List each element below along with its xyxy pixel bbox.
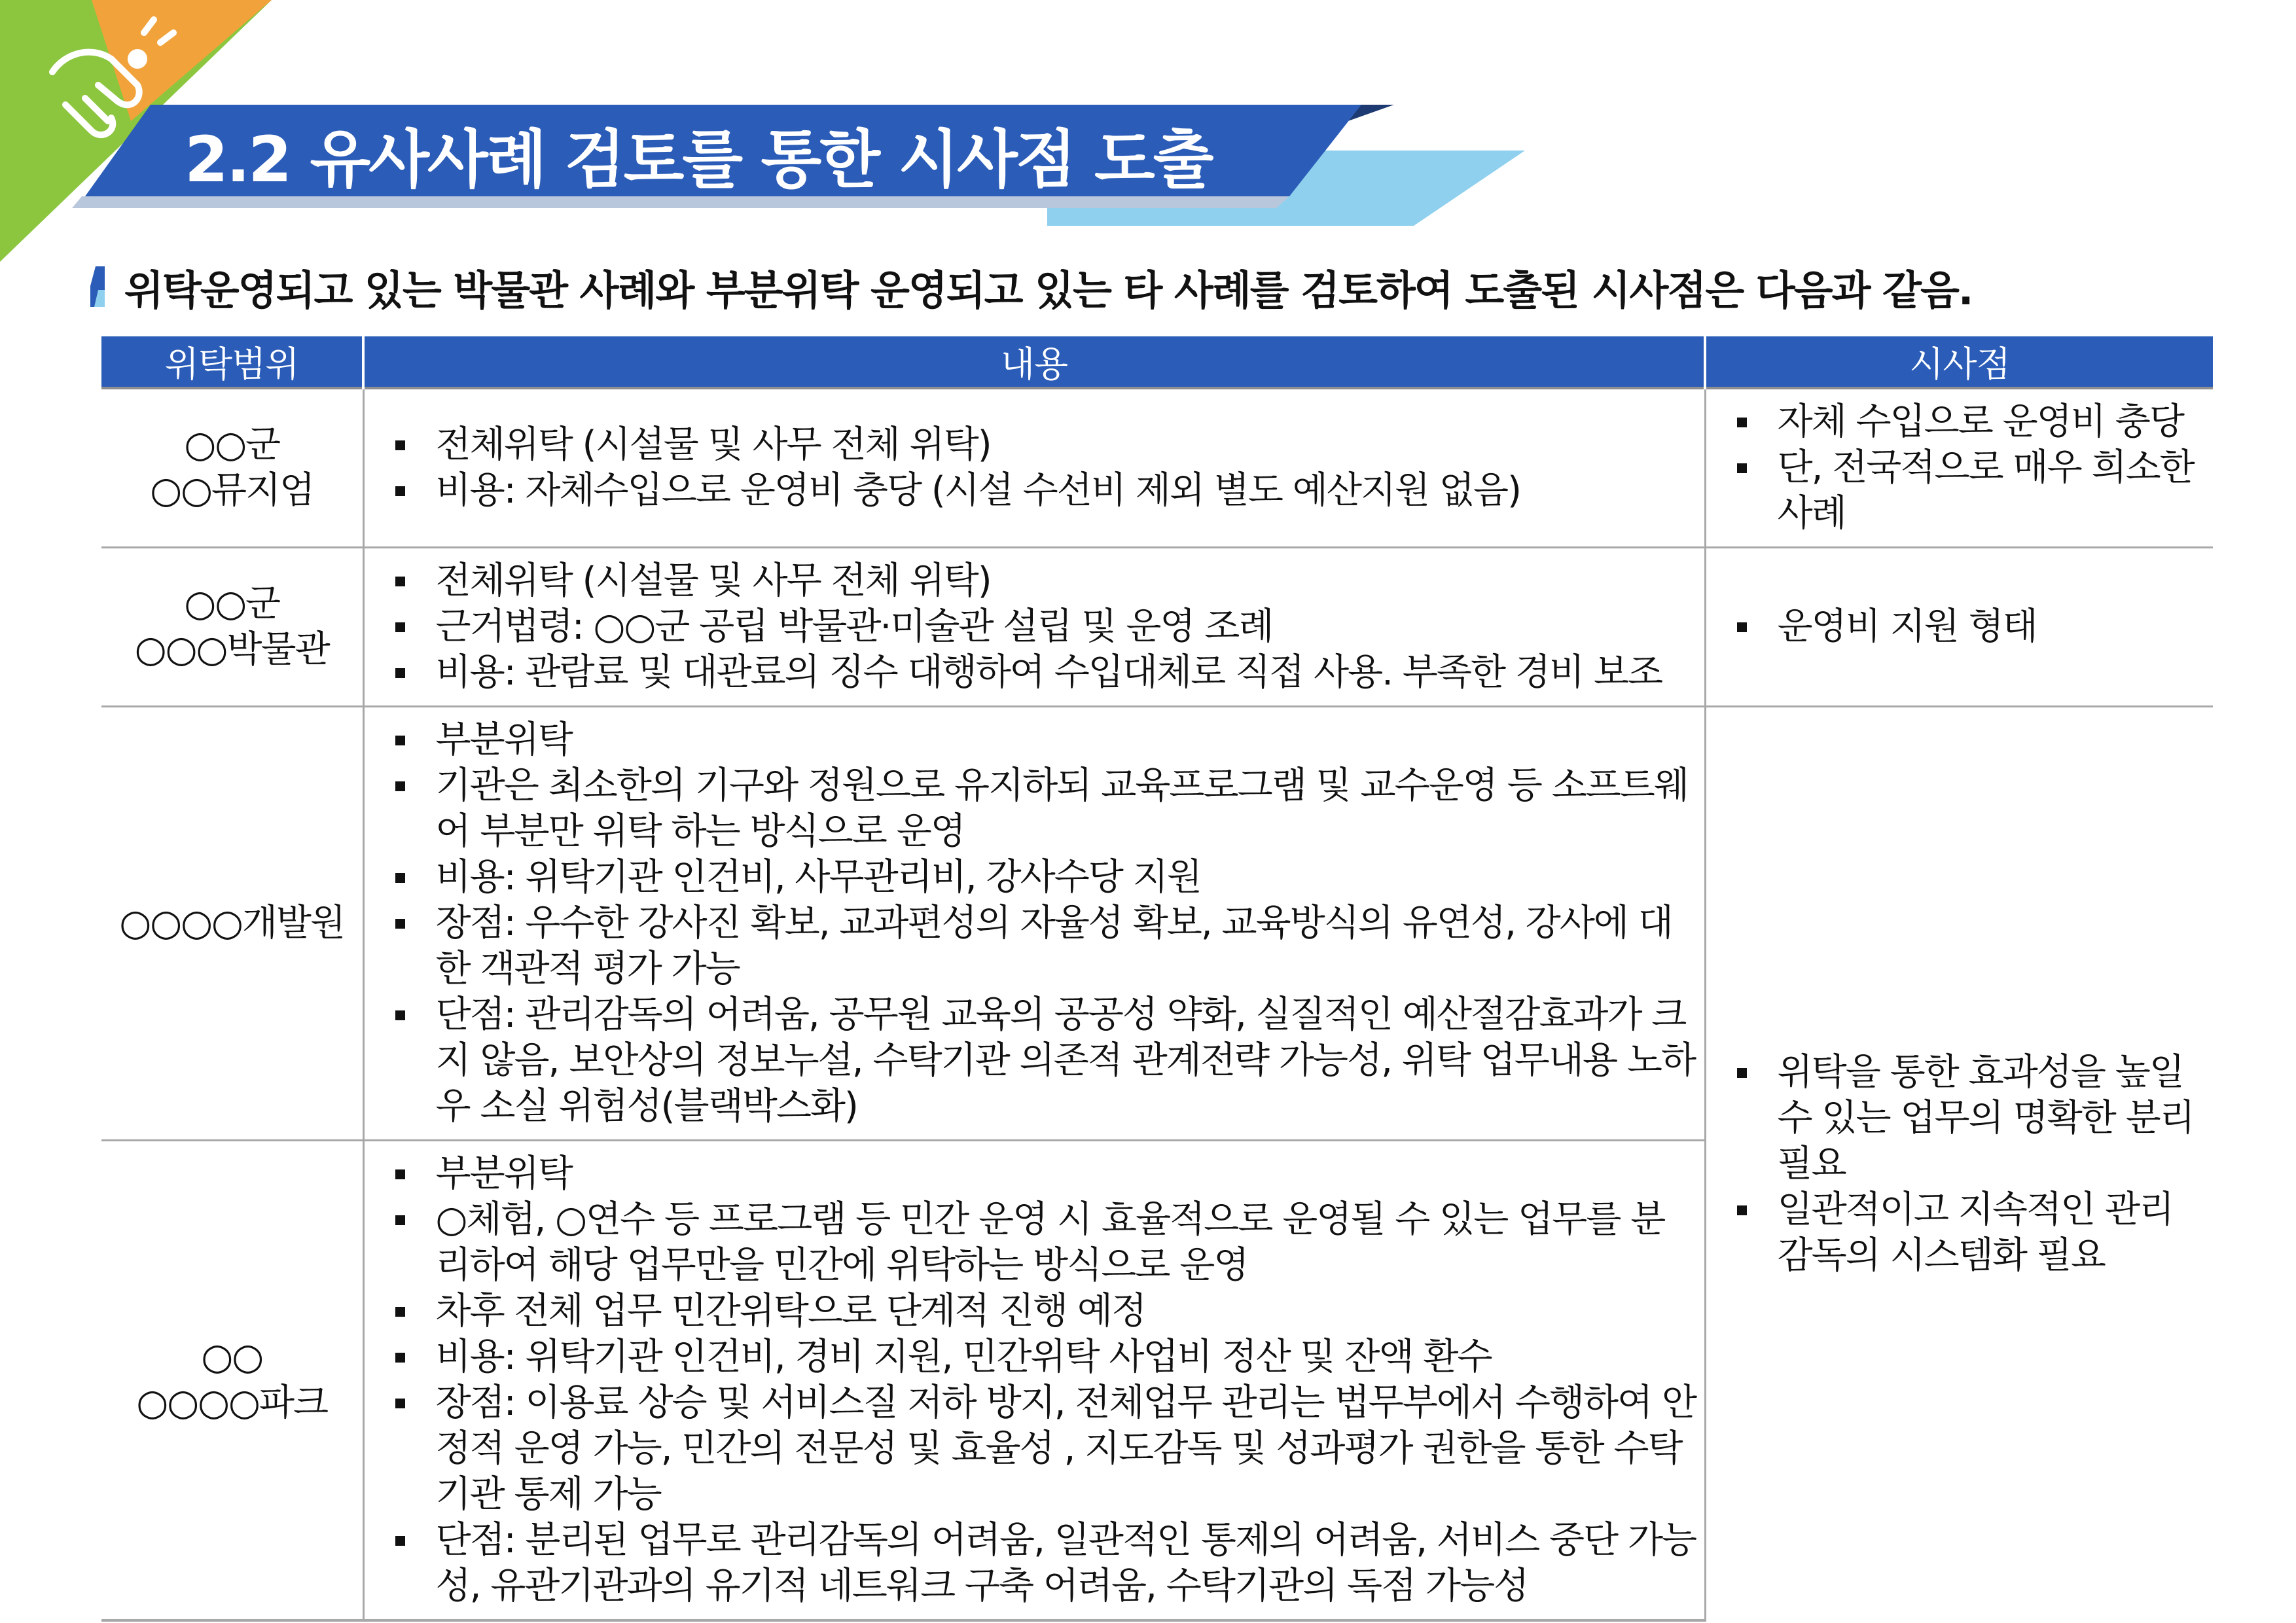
scope-cell [101, 548, 363, 707]
scope-text: ○○○○개발원 [119, 902, 345, 944]
list-item: 단점: 관리감독의 어려움, 공무원 교육의 공공성 약화, 실질적인 예산절감효과가 크지 않음, 보안상의 정보누설, 수탁기관 의존적 관계전략 가능성, 위탁 업무내용 노하우 소실 위험성(블랙박스화) [395, 992, 1697, 1130]
col-header-content: 내용 [363, 336, 1705, 388]
list-item: 전체위탁 (시설물 및 사무 전체 위탁) [395, 422, 1697, 468]
list-item: 차후 전체 업무 민간위탁으로 단계적 진행 예정 [395, 1289, 1697, 1334]
list-item: 전체위탁 (시설물 및 사무 전체 위탁) [395, 558, 1697, 604]
list-item: 비용: 관람료 및 대관료의 징수 대행하여 수입대체로 직접 사용. 부족한 경비 보조 [395, 650, 1697, 696]
list-item: 비용: 자체수입으로 운영비 충당 (시설 수선비 제외 별도 예산지원 없음) [395, 468, 1697, 514]
list-item: 장점: 우수한 강사진 확보, 교과편성의 자율성 확보, 교육방식의 유연성, 강사에 대한 객관적 평가 가능 [395, 901, 1697, 992]
col-header-scope: 위탁범위 [101, 336, 363, 388]
scope-cell [101, 388, 363, 548]
scope-text: ○○○박물관 [134, 628, 329, 671]
implication-cell [1705, 388, 2213, 548]
list-item: 기관은 최소한의 기구와 정원으로 유지하되 교육프로그램 및 교수운영 등 소프트웨어 부분만 위탁 하는 방식으로 운영 [395, 763, 1697, 855]
content-cell [363, 1141, 1705, 1621]
scope-cell [101, 1141, 363, 1621]
intro-line [90, 260, 1972, 313]
scope-text: ○○○○파크 [136, 1382, 328, 1424]
list-item: 단, 전국적으로 매우 희소한 사례 [1737, 445, 2206, 537]
list-item: 단점: 분리된 업무로 관리감독의 어려움, 일관적인 통제의 어려움, 서비스 중단 가능성, 유관기관과의 유기적 네트워크 구축 어려움, 수탁기관의 독점 가능성 [395, 1518, 1697, 1609]
intro-text: 위탁운영되고 있는 박물관 사례와 부분위탁 운영되고 있는 타 사례를 검토하여 도출된 시사점은 다음과 같음. [124, 266, 1973, 314]
list-item: 운영비 지원 형태 [1737, 604, 2206, 650]
implication-cell [1705, 548, 2213, 707]
list-item: 근거법령: ○○군 공립 박물관·미술관 설립 및 운영 조례 [395, 604, 1697, 650]
scope-text: ○○뮤지엄 [150, 469, 314, 512]
scope-text: ○○군 [184, 423, 280, 466]
list-item: 위탁을 통한 효과성을 높일 수 있는 업무의 명확한 분리 필요 [1737, 1050, 2206, 1187]
scope-text: ○○군 [184, 582, 280, 625]
list-item: 자체 수입으로 운영비 충당 [1737, 399, 2206, 445]
section-marker-icon [90, 266, 105, 307]
col-header-implications: 시사점 [1705, 336, 2213, 388]
case-comparison-table [101, 336, 2213, 1622]
content-cell [363, 548, 1705, 707]
table-row [101, 707, 2213, 1141]
content-cell [363, 388, 1705, 548]
list-item: 비용: 위탁기관 인건비, 사무관리비, 강사수당 지원 [395, 855, 1697, 901]
implication-cell [1705, 707, 2213, 1621]
table-row [101, 388, 2213, 548]
scope-text: ○○ [201, 1336, 263, 1378]
list-item: 부분위탁 [395, 717, 1697, 763]
table-header-row [101, 336, 2213, 388]
list-item: ○체험, ○연수 등 프로그램 등 민간 운영 시 효율적으로 운영될 수 있는 업무를 분리하여 해당 업무만을 민간에 위탁하는 방식으로 운영 [395, 1197, 1697, 1289]
scope-cell [101, 707, 363, 1141]
list-item: 비용: 위탁기관 인건비, 경비 지원, 민간위탁 사업비 정산 및 잔액 환수 [395, 1334, 1697, 1380]
content-cell [363, 707, 1705, 1141]
table-row [101, 548, 2213, 707]
list-item: 부분위탁 [395, 1151, 1697, 1197]
page-title: 2.2 유사사례 검토를 통한 시사점 도출 [185, 123, 1212, 196]
list-item: 일관적이고 지속적인 관리감독의 시스템화 필요 [1737, 1187, 2206, 1279]
list-item: 장점: 이용료 상승 및 서비스질 저하 방지, 전체업무 관리는 법무부에서 수행하여 안정적 운영 가능, 민간의 전문성 및 효율성 , 지도감독 및 성과평가 권한을 통한 수탁기관 통제 가능 [395, 1380, 1697, 1518]
